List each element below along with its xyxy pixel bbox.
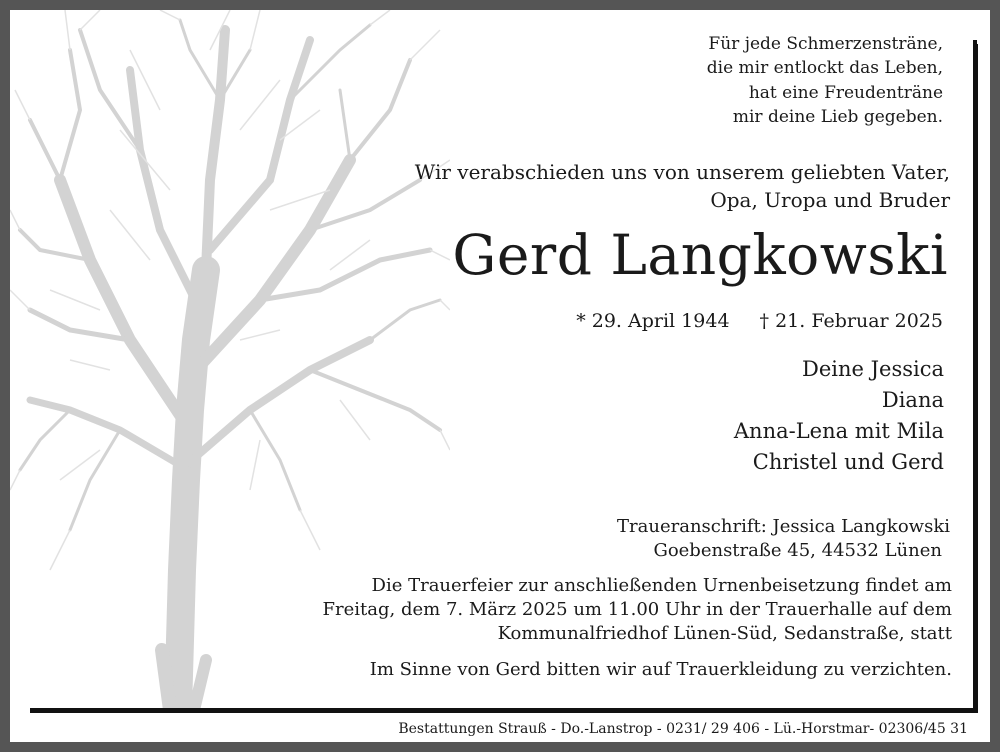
ceremony-line: Freitag, dem 7. März 2025 um 11.00 Uhr in der Trauerhalle auf dem (322, 599, 952, 620)
mourner: Deine Jessica (801, 357, 944, 381)
frame-border-bottom (30, 708, 978, 713)
ceremony-line: Kommunalfriedhof Lünen-Süd, Sedanstraße, statt (497, 623, 952, 644)
poem-line: Für jede Schmerzensträne, (708, 34, 943, 54)
poem-line: hat eine Freudenträne (748, 82, 943, 103)
life-dates (576, 308, 943, 334)
mourner: Anna-Lena mit Mila (733, 419, 944, 443)
death-date: † 21. Februar 2025 (759, 310, 943, 332)
mourner: Christel und Gerd (752, 450, 944, 474)
poem (707, 32, 943, 129)
address-line: Traueranschrift: Jessica Langkowski (617, 516, 950, 537)
deceased-name: Gerd Langkowski (452, 223, 948, 287)
frame-border-right (973, 44, 978, 708)
farewell-intro (415, 158, 950, 214)
poem-line: die mir entlockt das Leben, (706, 58, 943, 79)
ceremony-line: Die Trauerfeier zur anschließenden Urnenbeisetzung findet am (371, 575, 952, 596)
obituary-notice (10, 10, 990, 742)
dress-request: Im Sinne von Gerd bitten wir auf Trauerkleidung zu verzichten. (369, 659, 952, 680)
mourning-address (617, 515, 950, 563)
mourner: Diana (881, 388, 944, 412)
address-line: Goebenstraße 45, 44532 Lünen (653, 540, 942, 561)
funeral-home-footer: Bestattungen Strauß - Do.-Lanstrop - 0231/ 29 406 - Lü.-Horstmar- 02306/45 31 (398, 721, 968, 737)
birth-date: * 29. April 1944 (576, 310, 730, 332)
poem-line: mir deine Lieb gegeben. (732, 106, 943, 127)
mourners-list (734, 354, 944, 478)
intro-line: Wir verabschieden uns von unserem geliebten Vater, (414, 160, 950, 184)
intro-line: Opa, Uropa und Bruder (710, 188, 950, 212)
ceremony-info (323, 574, 952, 646)
